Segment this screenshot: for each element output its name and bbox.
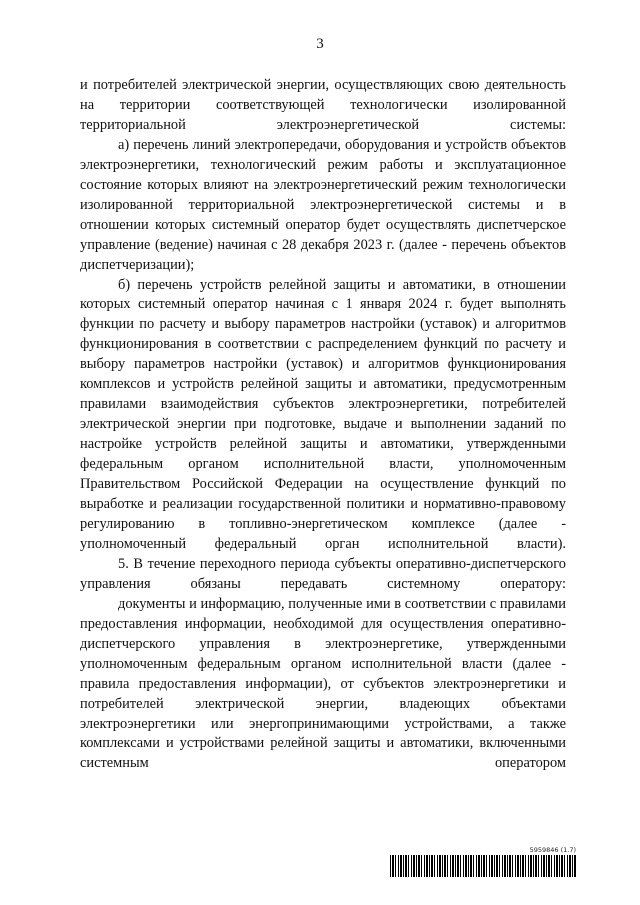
page-number: 3 xyxy=(316,36,324,52)
paragraph-item-b: б) перечень устройств релейной защиты и автоматики, в отношении которых системный оператор начиная с 1 января 2024 г. будет выполнять функции по расчету и выбору параметров настройки (уставок) и алгоритмов функционирования в соответствии с распределением функций по расчету и выбору параметров настройки (уставок) и алгоритмов функционирования комплексов и устройств релейной защиты и автоматики, предусмотренным правилами взаимодействия субъектов электроэнергетики, потребителей электрической энергии при подготовке, выдаче и выполнении заданий по настройке устройств релейной защиты и автоматики, утвержденными федеральным органом исполнительной власти, уполномоченным Правительством Российской Федерации на осуществление функций по выработке и реализации государственной политики и нормативно-правовому регулированию в топливно-энергетическом комплексе (далее - уполномоченный федеральный орган исполнительной власти). xyxy=(80,276,566,552)
paragraph-clause-5: 5. В течение переходного периода субъекты оперативно-диспетчерского управления обязаны передавать системному оператору: xyxy=(80,555,566,592)
document-body xyxy=(80,76,566,774)
barcode-number: 5959846 (1.7) xyxy=(529,846,576,854)
barcode-icon xyxy=(390,855,576,877)
paragraph-continuation: и потребителей электрической энергии, осуществляющих свою деятельность на территории соответствующей технологически изолированной территориальной электроэнергетической системы: xyxy=(80,77,566,133)
paragraph-item-a: а) перечень линий электропередачи, оборудования и устройств объектов электроэнергетики, технологический режим работы и эксплуатационное состояние которых влияют на электроэнергетический режим технологически изолированной территориальной электроэнергетической системы и в отношении которых системный оператор будет осуществлять диспетчерское управление (ведение) начиная с 28 декабря 2023 г. (далее - перечень объектов диспетчеризации); xyxy=(80,136,566,273)
paragraph-documents: документы и информацию, полученные ими в соответствии с правилами предоставления информации, необходимой для осуществления оперативно-диспетчерского управления в электроэнергетике, утвержденными уполномоченным федеральным органом исполнительной власти (далее - правила предоставления информации), от субъектов электроэнергетики и потребителей электрической энергии, владеющих объектами электроэнергетики или энергопринимающими устройствами, а также комплексами и устройствами релейной защиты и автоматики, включенными системным оператором xyxy=(80,595,566,772)
